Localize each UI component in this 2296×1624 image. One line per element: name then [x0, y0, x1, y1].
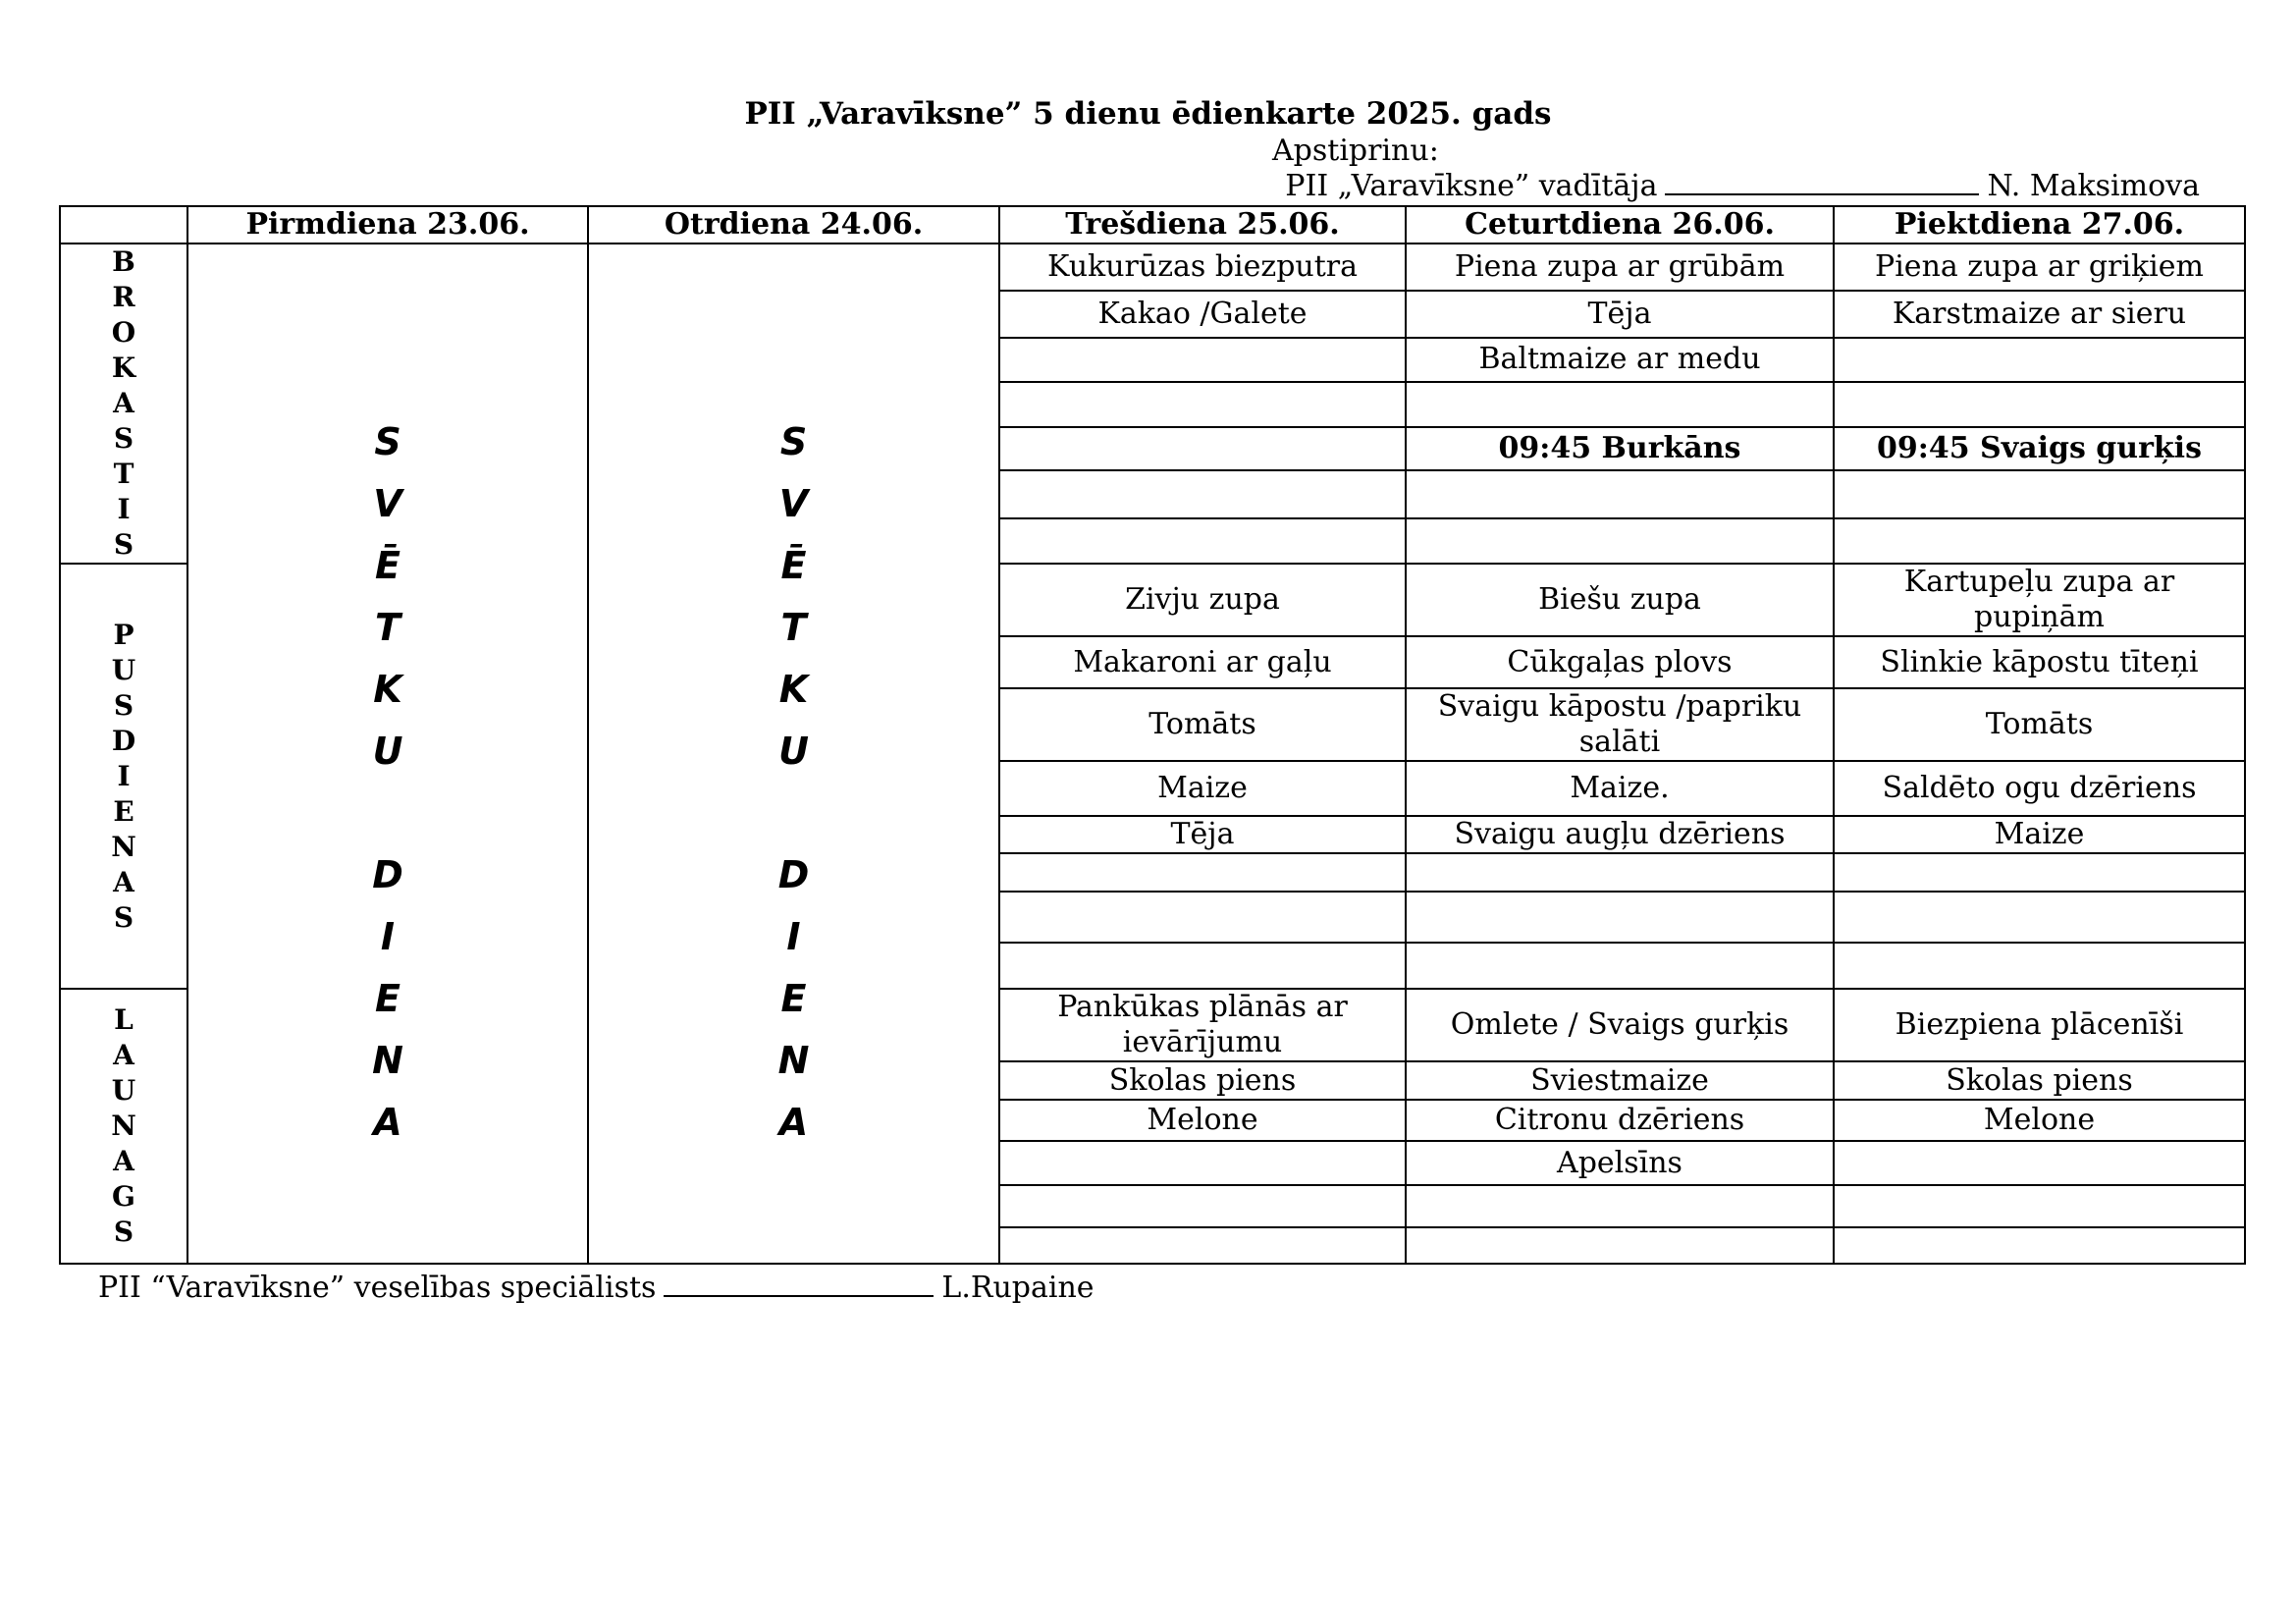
day-header: Trešdiena 25.06. [999, 206, 1406, 244]
holiday-letter: N [777, 1039, 810, 1082]
dish-cell [1834, 1141, 2245, 1185]
dish-cell: Maize [999, 761, 1406, 816]
holiday-letter: T [375, 606, 400, 649]
dish-cell: Biezpiena plācenīši [1834, 989, 2245, 1061]
holiday-letter: S [779, 420, 808, 463]
holiday-letter: U [372, 730, 403, 773]
meal-letter: D [111, 724, 136, 757]
dish-cell [1406, 518, 1834, 564]
dish-cell [1406, 892, 1834, 943]
dish-cell: Omlete / Svaigs gurķis [1406, 989, 1834, 1061]
dish-cell: Svaigu kāpostu /papriku salāti [1406, 688, 1834, 761]
dish-cell [1406, 1185, 1834, 1227]
breakfast-label [60, 244, 187, 564]
holiday-letter: D [372, 853, 403, 896]
dish-cell [999, 427, 1406, 471]
dish-cell: Saldēto ogu dzēriens [1834, 761, 2245, 816]
menu-table [59, 205, 2246, 1265]
dish-cell: Citronu dzēriens [1406, 1100, 1834, 1141]
dish-cell [1406, 1227, 1834, 1264]
dish-cell: Melone [999, 1100, 1406, 1141]
footer-role: PII “Varavīksne” veselības speciālists [98, 1271, 657, 1305]
meal-letter: L [114, 1003, 133, 1036]
meal-letter: N [111, 830, 136, 863]
dish-cell: Kartupeļu zupa ar pupiņām [1834, 564, 2245, 636]
dish-cell: Kakao /Galete [999, 291, 1406, 338]
dish-cell [999, 892, 1406, 943]
dish-cell [1834, 470, 2245, 518]
meal-letter: P [113, 618, 134, 651]
dish-cell [1406, 382, 1834, 427]
page-title: PII „Varavīksne” 5 dienu ēdienkarte 2025. gads [744, 96, 1552, 132]
meal-letter: I [117, 493, 131, 525]
meal-letter: U [111, 1074, 136, 1107]
dish-cell: Melone [1834, 1100, 2245, 1141]
meal-letter: U [111, 653, 136, 686]
holiday-letter [595, 783, 992, 844]
dish-cell: Apelsīns [1406, 1141, 1834, 1185]
holiday-letter: A [373, 1101, 402, 1144]
header-row [60, 206, 2245, 244]
meal-letter: A [113, 387, 134, 419]
dish-cell: Biešu zupa [1406, 564, 1834, 636]
dish-cell [999, 382, 1406, 427]
dish-cell: 09:45 Burkāns [1406, 427, 1834, 471]
meal-letter: S [113, 1216, 134, 1248]
dish-cell: Skolas piens [999, 1061, 1406, 1100]
meal-column-cell [60, 206, 187, 244]
meal-letter: A [113, 1145, 134, 1177]
dish-cell: Zivju zupa [999, 564, 1406, 636]
snack-label [60, 989, 187, 1264]
dish-cell: Maize. [1406, 761, 1834, 816]
dish-cell: 09:45 Svaigs gurķis [1834, 427, 2245, 471]
meal-letter: T [113, 458, 134, 490]
holiday-letter: I [786, 915, 801, 958]
holiday-letter: Ē [780, 544, 807, 587]
dish-cell [999, 853, 1406, 892]
holiday-letter: A [778, 1101, 809, 1144]
meal-letter: S [113, 900, 134, 934]
meal-letter: N [111, 1110, 136, 1142]
holiday-letter [194, 783, 581, 844]
holiday-letter: T [780, 606, 807, 649]
meal-letter: A [113, 1039, 134, 1071]
dish-cell [1406, 943, 1834, 989]
dish-cell: Tēja [1406, 291, 1834, 338]
holiday-letter: V [373, 482, 402, 525]
meal-letter: S [113, 422, 134, 455]
dish-cell: Baltmaize ar medu [1406, 338, 1834, 383]
holiday-letter: K [373, 668, 402, 711]
day-header: Ceturtdiena 26.06. [1406, 206, 1834, 244]
lunch-label [60, 564, 187, 989]
director-role: PII „Varavīksne” vadītāja [1285, 169, 1658, 203]
meal-letter: R [112, 281, 135, 313]
dish-cell: Tēja [999, 816, 1406, 853]
dish-cell: Maize [1834, 816, 2245, 853]
dish-cell [1834, 518, 2245, 564]
dish-cell [1834, 1185, 2245, 1227]
meal-letter: A [113, 865, 134, 898]
signature-line [1665, 172, 1979, 195]
dish-cell [999, 518, 1406, 564]
holiday-letter: Ē [375, 544, 400, 587]
holiday-letter: I [380, 915, 396, 958]
dish-cell [1834, 892, 2245, 943]
dish-cell: Kukurūzas biezputra [999, 244, 1406, 291]
meal-letter: K [111, 352, 136, 384]
dish-cell [1834, 338, 2245, 383]
holiday-letter: S [374, 420, 401, 463]
footer-name: L.Rupaine [941, 1271, 1095, 1305]
holiday-letter: V [778, 482, 809, 525]
monday-holiday-cell [187, 244, 588, 1264]
meal-letter: S [113, 688, 134, 722]
holiday-letter: U [778, 730, 809, 773]
holiday-letter: K [778, 668, 809, 711]
tuesday-holiday-cell [588, 244, 999, 1264]
meal-letter: S [113, 528, 134, 561]
dish-cell [1834, 943, 2245, 989]
dish-cell [1834, 853, 2245, 892]
director-signature-line [1285, 169, 2200, 203]
dish-cell [999, 1185, 1406, 1227]
dish-cell [1406, 470, 1834, 518]
dish-cell: Piena zupa ar grūbām [1406, 244, 1834, 291]
dish-cell: Tomāts [1834, 688, 2245, 761]
meal-letter: E [113, 794, 134, 828]
dish-cell: Slinkie kāpostu tīteņi [1834, 636, 2245, 688]
holiday-letter: E [780, 977, 807, 1020]
meal-letter: B [112, 245, 135, 278]
signature-line [664, 1273, 934, 1297]
dish-cell: Pankūkas plānās ar ievārījumu [999, 989, 1406, 1061]
approval-label: Apstiprinu: [1272, 134, 1439, 168]
dish-cell: Tomāts [999, 688, 1406, 761]
footer-signature-line [98, 1271, 1095, 1305]
dish-cell [999, 943, 1406, 989]
dish-cell [1834, 382, 2245, 427]
day-header: Piektdiena 27.06. [1834, 206, 2245, 244]
dish-cell: Cūkgaļas plovs [1406, 636, 1834, 688]
holiday-letter: E [375, 977, 400, 1020]
dish-cell [999, 1141, 1406, 1185]
menu-row [60, 244, 2245, 291]
meal-letter: G [112, 1180, 135, 1213]
dish-cell: Karstmaize ar sieru [1834, 291, 2245, 338]
dish-cell [1406, 853, 1834, 892]
director-name: N. Maksimova [1987, 169, 2200, 203]
dish-cell: Sviestmaize [1406, 1061, 1834, 1100]
day-header: Otrdiena 24.06. [588, 206, 999, 244]
dish-cell: Skolas piens [1834, 1061, 2245, 1100]
dish-cell: Svaigu augļu dzēriens [1406, 816, 1834, 853]
dish-cell [999, 1227, 1406, 1264]
dish-cell [1834, 1227, 2245, 1264]
dish-cell [999, 338, 1406, 383]
holiday-letter: N [372, 1039, 403, 1082]
dish-cell: Makaroni ar gaļu [999, 636, 1406, 688]
dish-cell: Piena zupa ar griķiem [1834, 244, 2245, 291]
meal-letter: O [111, 316, 136, 349]
dish-cell [999, 470, 1406, 518]
meal-letter: I [117, 759, 131, 792]
day-header: Pirmdiena 23.06. [187, 206, 588, 244]
holiday-letter: D [777, 853, 810, 896]
